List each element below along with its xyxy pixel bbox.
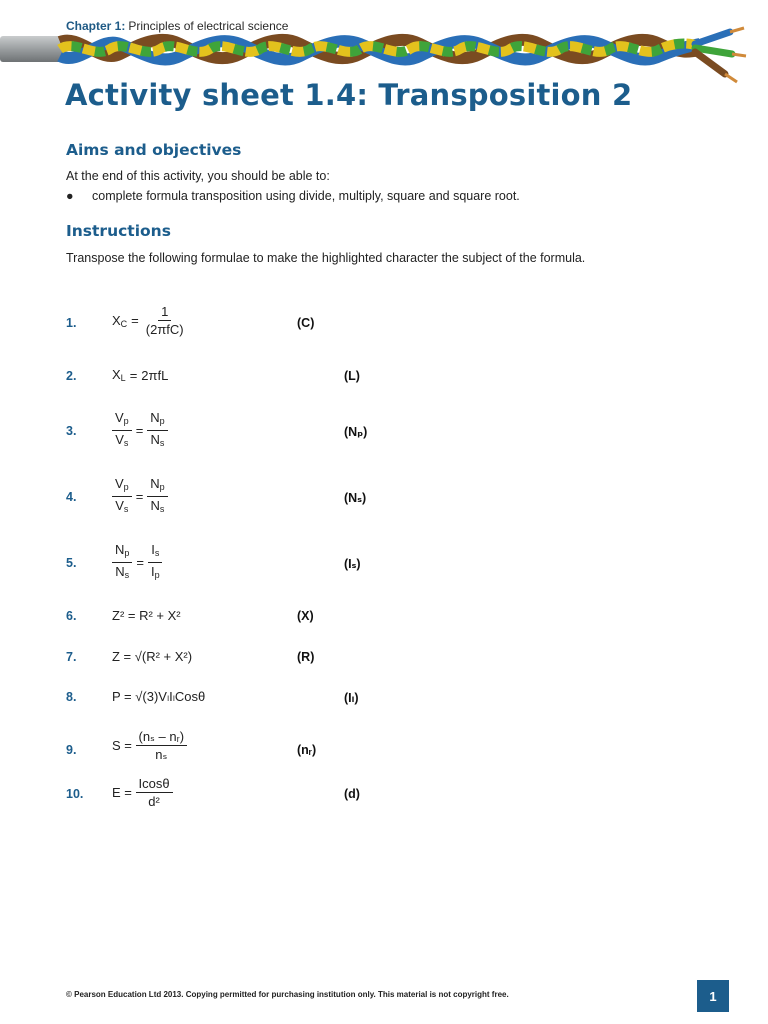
- answer-variable: (Iₛ): [344, 557, 361, 571]
- bullet-icon: ●: [66, 189, 74, 203]
- formula-3: $\frac{V_p}{V_s}$ = $\frac{N_p}{N_s}$: [112, 410, 168, 451]
- question-number: 6.: [66, 609, 77, 623]
- page-title: Activity sheet 1.4: Transposition 2: [65, 78, 633, 112]
- answer-variable: (Nₚ): [344, 425, 368, 439]
- question-7: [0, 649, 768, 693]
- aims-bullet: [66, 189, 520, 203]
- question-9: [0, 729, 768, 773]
- aims-heading: Aims and objectives: [66, 141, 242, 159]
- chapter-title: Principles of electrical science: [128, 19, 289, 33]
- answer-variable: (nᵣ): [297, 743, 317, 757]
- answer-variable: (Nₛ): [344, 491, 367, 505]
- answer-variable: (R): [297, 650, 315, 664]
- question-6: [0, 607, 768, 651]
- formula-6: Z² = R² + X²: [112, 608, 181, 623]
- formula-10: E = $\frac{Icos\theta}{\text{d²}}$: [112, 776, 173, 809]
- question-number: 9.: [66, 743, 77, 757]
- question-10: [0, 776, 768, 820]
- formula-1: $X_C$ = $\frac{1}{\text{(2πfC)}}$: [112, 304, 184, 337]
- formula-4: $\frac{V_p}{V_s}$ = $\frac{N_p}{N_s}$: [112, 476, 168, 517]
- question-3: [0, 410, 768, 454]
- question-5: [0, 542, 768, 586]
- chapter-label: Chapter 1:: [66, 19, 126, 33]
- page-number: 1: [697, 980, 729, 1012]
- aims-bullet-text: complete formula transposition using divide, multiply, square and square root.: [92, 189, 520, 203]
- question-8: [0, 689, 768, 733]
- question-2: [0, 366, 768, 410]
- copyright-footer: © Pearson Education Ltd 2013. Copying permitted for purchasing institution only. This material is not copyright free.: [66, 990, 509, 999]
- answer-variable: (C): [297, 316, 315, 330]
- instructions-heading: Instructions: [66, 222, 171, 240]
- question-number: 8.: [66, 690, 77, 704]
- formula-5: $\frac{N_p}{N_s}$ = $\frac{I_s}{I_p}$: [112, 542, 163, 583]
- question-number: 2.: [66, 369, 77, 383]
- question-4: [0, 476, 768, 520]
- answer-variable: (Iₗ): [344, 691, 359, 705]
- answer-variable: (L): [344, 369, 360, 383]
- question-number: 7.: [66, 650, 77, 664]
- formula-8: P = √(3)VₗIₗCosθ: [112, 689, 206, 704]
- answer-variable: (X): [297, 609, 314, 623]
- question-1: [0, 304, 768, 348]
- instructions-text: Transpose the following formulae to make the highlighted character the subject of the formula.: [66, 251, 586, 265]
- question-number: 3.: [66, 424, 77, 438]
- question-number: 1.: [66, 316, 77, 330]
- question-number: 10.: [66, 787, 84, 801]
- formula-9: S = $\frac{\text{(nₛ – nᵣ)}}{\text{nₛ}}$: [112, 729, 187, 762]
- formula-2: $X_L$ = 2πfL: [112, 367, 169, 383]
- formula-7: Z = √(R² + X²): [112, 649, 193, 664]
- aims-intro: At the end of this activity, you should be able to:: [66, 169, 330, 183]
- answer-variable: (d): [344, 787, 360, 801]
- question-number: 4.: [66, 490, 77, 504]
- question-number: 5.: [66, 556, 77, 570]
